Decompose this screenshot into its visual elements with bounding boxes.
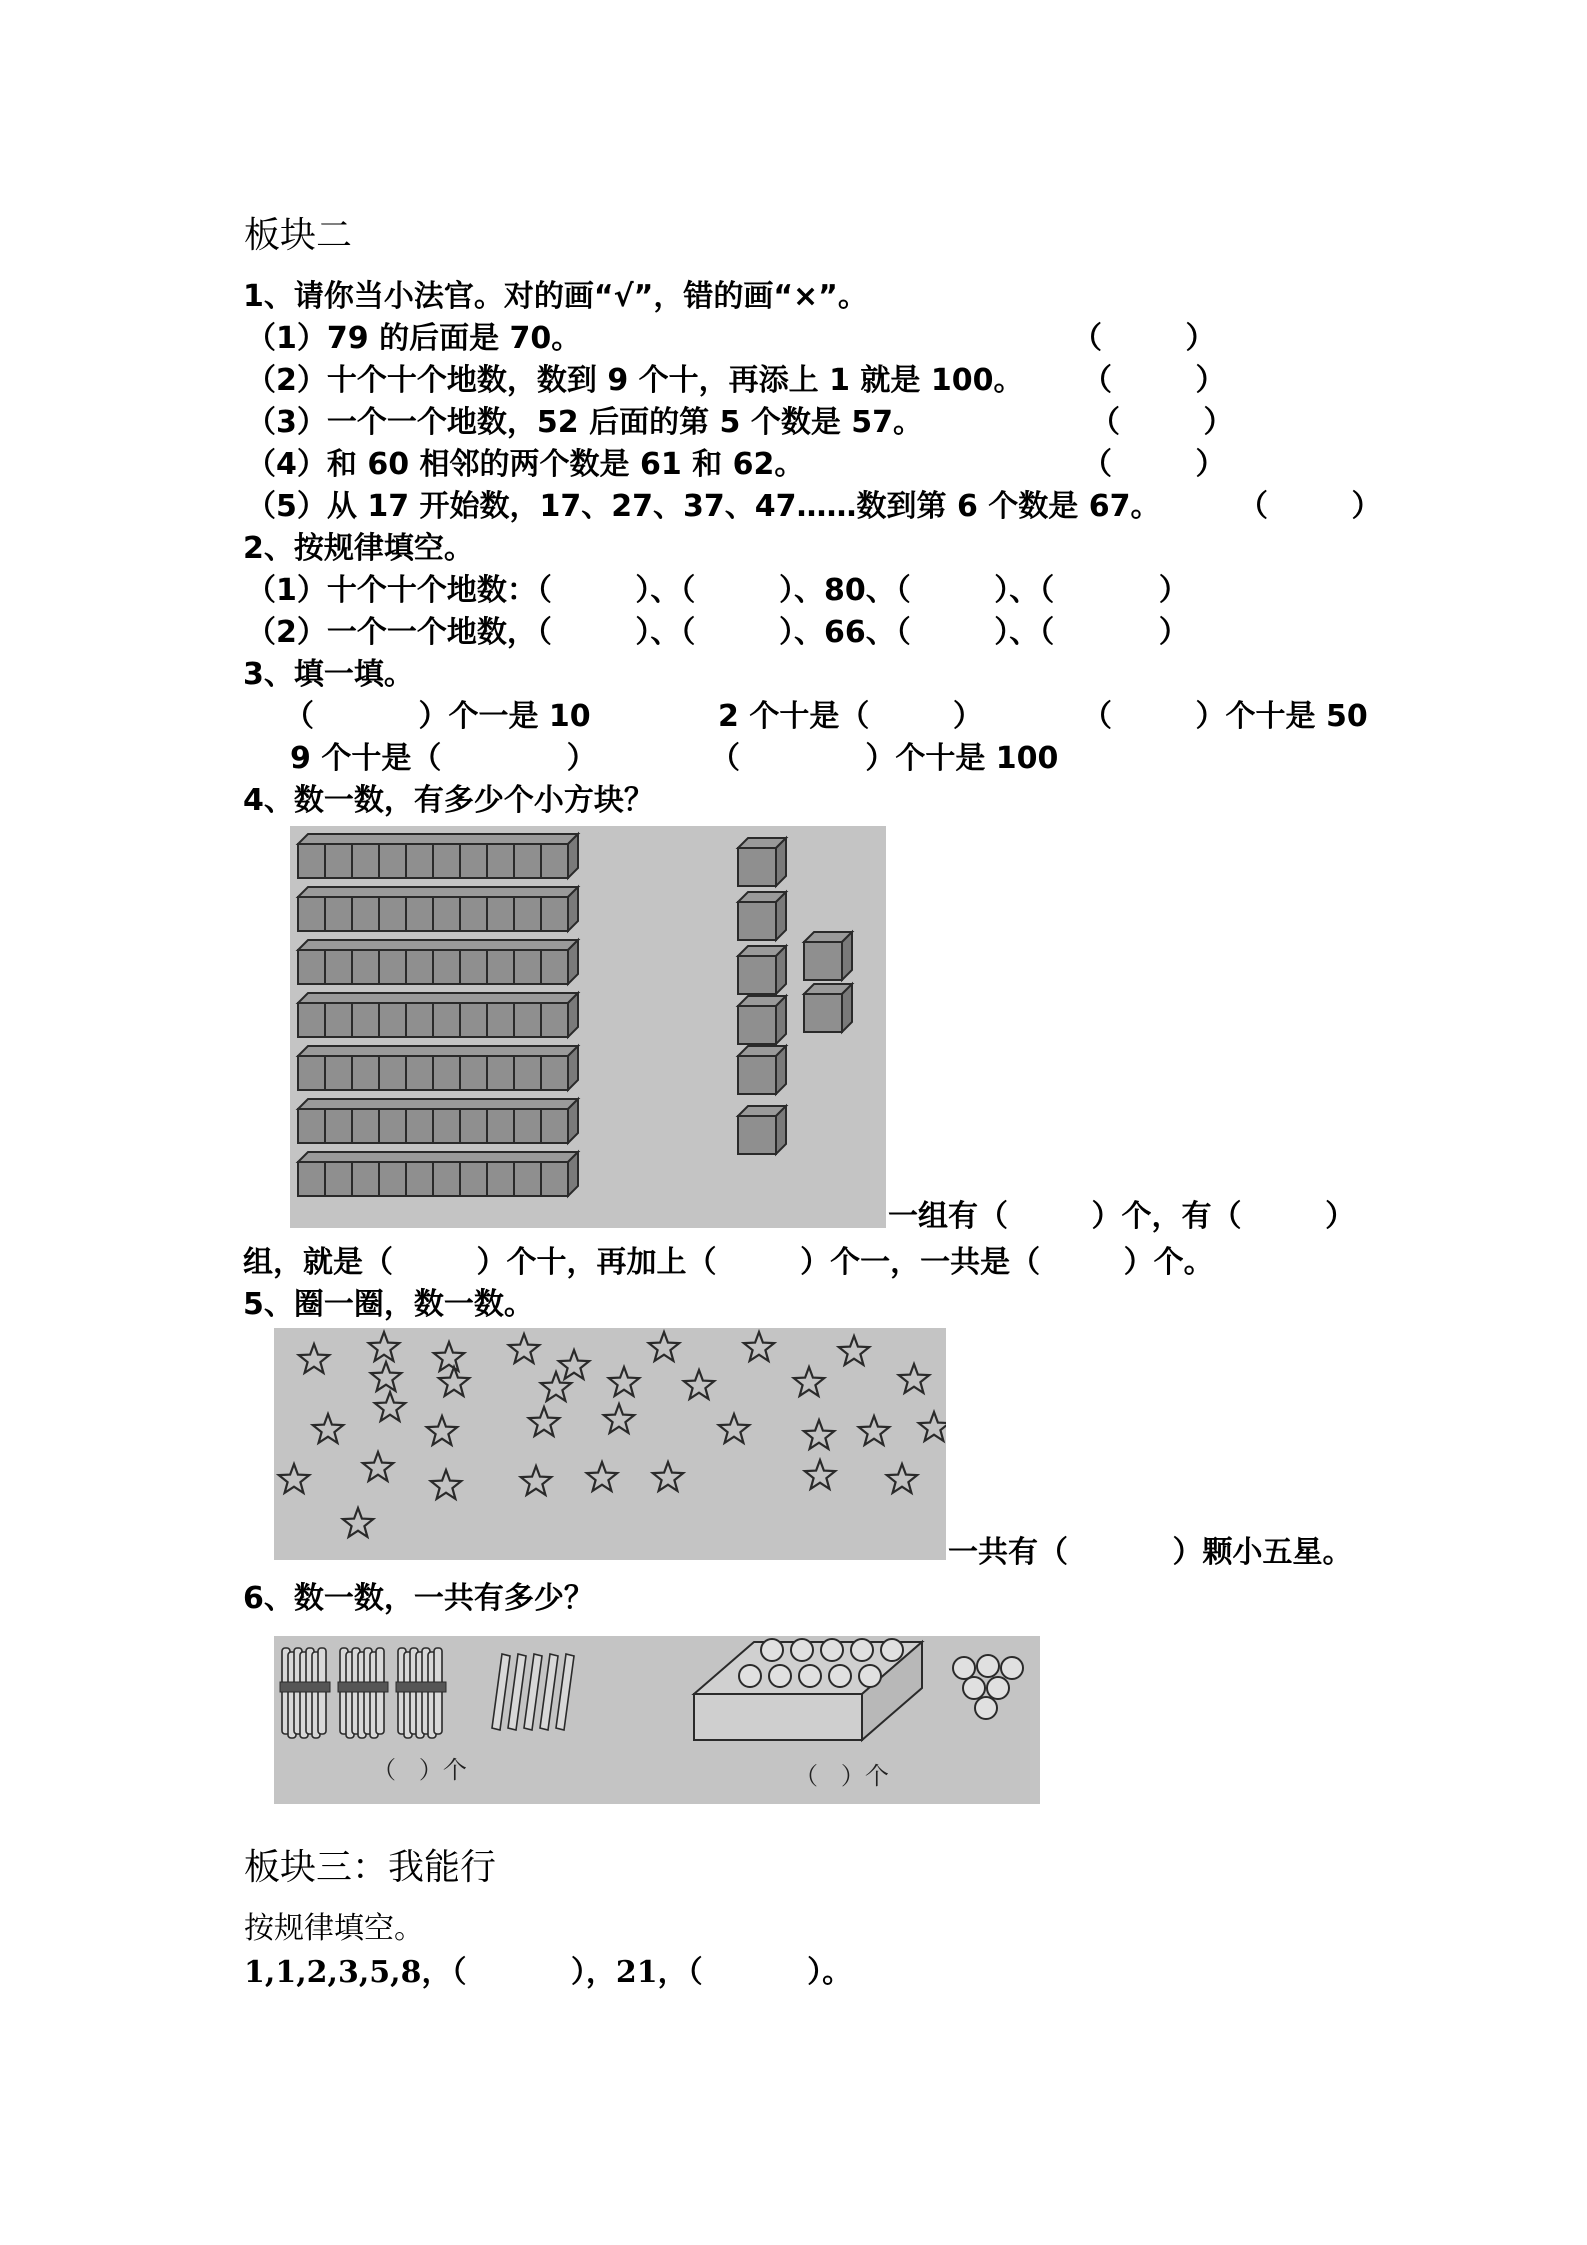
q3-cell-1: （ ）个一是 10 — [284, 699, 591, 734]
q1-item-5-blank[interactable]: （ ） — [1238, 489, 1382, 524]
ten-rod — [298, 834, 578, 878]
q1-item-2-blank[interactable]: （ ） — [1082, 363, 1226, 398]
star — [805, 1460, 835, 1489]
star — [371, 1362, 401, 1391]
loose-stick — [524, 1654, 542, 1730]
star — [369, 1332, 399, 1361]
star — [529, 1407, 559, 1436]
star — [439, 1367, 469, 1396]
stick-bundle — [396, 1648, 446, 1738]
star — [744, 1332, 774, 1361]
q5-answer: 一共有（ ）颗小五星。 — [948, 1535, 1353, 1570]
star — [609, 1367, 639, 1396]
q3-cell-5: （ ）个十是 100 — [710, 741, 1059, 776]
ten-rod — [298, 1046, 578, 1090]
loose-ball — [977, 1655, 999, 1677]
q1-item-3: （3）一个一个地数，52 后面的第 5 个数是 57。 — [246, 405, 924, 440]
q3-cell-3: （ ）个十是 50 — [1082, 699, 1368, 734]
ball-box — [694, 1639, 922, 1740]
box-ball — [881, 1639, 903, 1661]
q2-item-1: （1）十个十个地数：（ ）、（ ）、80、（ ）、（ ） — [246, 573, 1189, 608]
q1-item-1: （1）79 的后面是 70。 — [246, 321, 582, 356]
single-cube — [738, 1046, 786, 1094]
q1-item-2: （2）十个十个地数，数到 9 个十，再添上 1 就是 100。 — [246, 363, 1024, 398]
cubes-drawing — [290, 826, 886, 1228]
single-cube — [804, 984, 852, 1032]
star — [299, 1344, 329, 1373]
single-cube — [738, 946, 786, 994]
star — [719, 1414, 749, 1443]
loose-ball — [1001, 1657, 1023, 1679]
ten-rod — [298, 993, 578, 1037]
star — [919, 1412, 946, 1441]
box-ball — [761, 1639, 783, 1661]
star — [509, 1334, 539, 1363]
q2-item-2: （2）一个一个地数，（ ）、（ ）、66、（ ）、（ ） — [246, 615, 1189, 650]
q1-title: 1、请你当小法官。对的画“√”，错的画“×”。 — [243, 279, 868, 314]
ten-rod — [298, 1152, 578, 1196]
star — [839, 1336, 869, 1365]
star — [653, 1462, 683, 1491]
cubes-figure — [290, 826, 886, 1228]
stick-bundle — [338, 1648, 388, 1738]
stars-drawing — [274, 1328, 946, 1560]
star — [587, 1462, 617, 1491]
star — [859, 1416, 889, 1445]
q3-cell-2: 2 个十是（ ） — [718, 699, 983, 734]
single-cube — [738, 1106, 786, 1154]
star — [279, 1464, 309, 1493]
loose-stick — [492, 1654, 510, 1730]
q3-title: 3、填一填。 — [243, 657, 414, 692]
loose-ball — [987, 1677, 1009, 1699]
q1-item-4: （4）和 60 相邻的两个数是 61 和 62。 — [246, 447, 805, 482]
star — [375, 1392, 405, 1421]
star — [887, 1464, 917, 1493]
section3-instruction: 按规律填空。 — [244, 1911, 424, 1946]
star — [604, 1404, 634, 1433]
q1-item-3-blank[interactable]: （ ） — [1090, 405, 1234, 440]
loose-ball — [975, 1697, 997, 1719]
q4-line-2: 组，就是（ ）个十，再加上（ ）个一，一共是（ ）个。 — [243, 1245, 1214, 1280]
stars-figure — [274, 1328, 946, 1560]
section2-title: 板块二 — [244, 215, 353, 256]
q2-title: 2、按规律填空。 — [243, 531, 474, 566]
star — [804, 1420, 834, 1449]
box-ball — [739, 1665, 761, 1687]
q1-item-1-blank[interactable]: （ ） — [1072, 321, 1216, 356]
box-ball — [799, 1665, 821, 1687]
loose-ball — [953, 1657, 975, 1679]
single-cube — [738, 838, 786, 886]
star — [313, 1414, 343, 1443]
sticks-balls-figure — [274, 1636, 1040, 1804]
box-ball — [791, 1639, 813, 1661]
q3-cell-4: 9 个十是（ ） — [290, 741, 597, 776]
loose-stick — [508, 1654, 526, 1730]
single-cube — [804, 932, 852, 980]
star — [431, 1470, 461, 1499]
star — [427, 1416, 457, 1445]
q6-blank-left[interactable]: （ ）个 — [372, 1756, 467, 1784]
single-cube — [738, 996, 786, 1044]
q6-title: 6、数一数，一共有多少？ — [243, 1581, 594, 1616]
box-ball — [851, 1639, 873, 1661]
single-cube — [738, 892, 786, 940]
box-ball — [859, 1665, 881, 1687]
q5-title: 5、圈一圈，数一数。 — [243, 1287, 534, 1322]
loose-stick — [556, 1654, 574, 1730]
box-ball — [821, 1639, 843, 1661]
q4-title: 4、数一数，有多少个小方块？ — [243, 783, 654, 818]
star — [343, 1508, 373, 1537]
loose-ball — [963, 1677, 985, 1699]
star — [434, 1342, 464, 1371]
stick-bundle — [280, 1648, 330, 1738]
q6-blank-right[interactable]: （ ）个 — [794, 1762, 889, 1790]
q1-item-5: （5）从 17 开始数，17、27、37、47……数到第 6 个数是 67。 — [246, 489, 1161, 524]
q4-line-1: 一组有（ ）个，有（ ） — [888, 1199, 1356, 1234]
star — [684, 1370, 714, 1399]
box-ball — [829, 1665, 851, 1687]
star — [559, 1350, 589, 1379]
star — [649, 1332, 679, 1361]
section3-title: 板块三：我能行 — [244, 1847, 497, 1888]
star — [363, 1452, 393, 1481]
ten-rod — [298, 940, 578, 984]
box-ball — [769, 1665, 791, 1687]
section3-sequence: 1,1,2,3,5,8，（ ），21，（ ）。 — [244, 1955, 853, 1990]
ten-rod — [298, 1099, 578, 1143]
loose-stick — [540, 1654, 558, 1730]
q1-item-4-blank[interactable]: （ ） — [1082, 447, 1226, 482]
star — [794, 1367, 824, 1396]
star — [521, 1466, 551, 1495]
star — [899, 1364, 929, 1393]
ten-rod — [298, 887, 578, 931]
